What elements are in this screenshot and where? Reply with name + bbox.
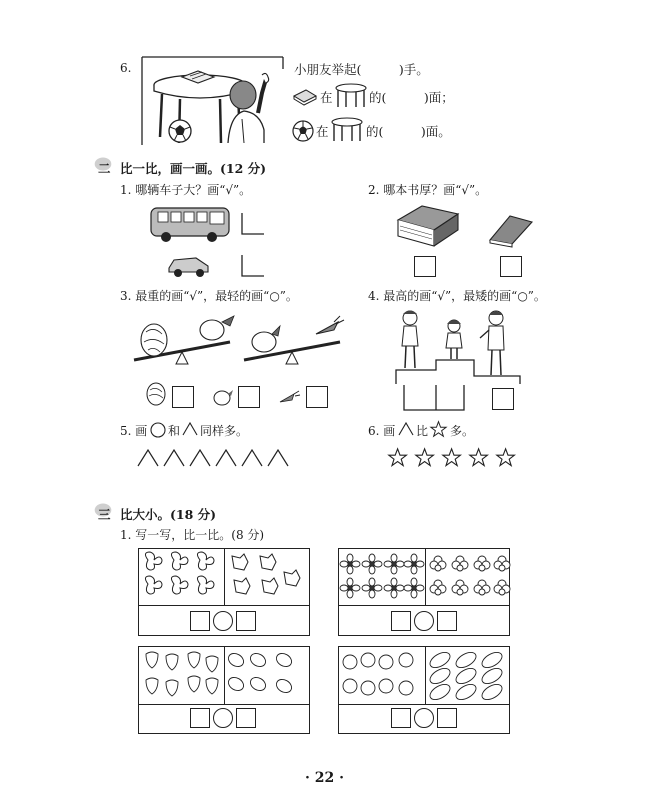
small-table-icon-2 — [330, 116, 364, 142]
thin-book-illustration — [488, 212, 534, 248]
q2-4-prompt: 4. 最高的画“√”，最矮的画“○”。 — [368, 289, 546, 303]
bus-illustration — [148, 204, 234, 244]
panel-1-left-box[interactable] — [190, 611, 210, 631]
thin-book-answer-box[interactable] — [500, 256, 522, 277]
cabbage-answer-box[interactable] — [172, 386, 194, 408]
apple-group — [340, 650, 424, 702]
panel-2-left-box[interactable] — [391, 611, 411, 631]
section-two-badge-label: 二 — [98, 161, 111, 176]
triangle-row — [136, 448, 296, 468]
q6-number: 6. — [120, 61, 132, 75]
carrot-icon — [278, 390, 300, 406]
q2-6-than: 比 — [416, 424, 429, 438]
carrot-answer-box[interactable] — [306, 386, 328, 408]
section-three-title: 比大小。(18 分) — [120, 507, 217, 522]
seesaw-illustration-2 — [240, 312, 350, 368]
small-table-icon — [334, 82, 368, 108]
seesaw-illustration-1 — [130, 312, 240, 368]
children-height-illustration — [392, 304, 522, 386]
q2-5-prefix: 5. 画 — [120, 424, 148, 438]
panel-4-left-box[interactable] — [391, 708, 411, 728]
triangle-3 — [190, 450, 210, 466]
panel-2-compare-circle[interactable] — [414, 611, 434, 631]
section-two-title: 比一比，画一画。(12 分) — [120, 161, 267, 176]
q2-3-prompt: 3. 最重的画“√”，最轻的画“○”。 — [120, 289, 298, 303]
star-row — [386, 446, 526, 468]
panel-4-right-box[interactable] — [437, 708, 457, 728]
star-4 — [470, 449, 488, 466]
q2-5-suffix: 同样多。 — [200, 424, 249, 438]
q2-2-prompt: 2. 哪本书厚？画“√”。 — [368, 183, 488, 197]
panel-1-compare-circle[interactable] — [213, 611, 233, 631]
kids-answer-bracket — [402, 384, 466, 412]
car-answer-mark — [240, 254, 266, 278]
apple-answer-box[interactable] — [238, 386, 260, 408]
panel-3-left-box[interactable] — [190, 708, 210, 728]
star-icon — [430, 421, 447, 437]
kid-3-answer-box[interactable] — [492, 388, 514, 410]
q2-1-prompt: 1. 哪辆车子大？画“√”。 — [120, 183, 252, 197]
triangle-2 — [164, 450, 184, 466]
bus-answer-mark — [240, 212, 266, 236]
soccer-ball-icon — [292, 120, 314, 142]
car-illustration — [166, 252, 212, 278]
panel-4-compare-circle[interactable] — [414, 708, 434, 728]
butterfly-group — [140, 550, 222, 604]
panel-1-right-box[interactable] — [236, 611, 256, 631]
section-three-badge-label: 三 — [98, 507, 111, 522]
strawberry-group — [142, 650, 222, 702]
q2-6-prefix: 6. 画 — [368, 424, 396, 438]
star-1 — [389, 449, 407, 466]
panel-3-right-box[interactable] — [236, 708, 256, 728]
table-scene-illustration — [140, 55, 285, 147]
q2-5-and: 和 — [168, 424, 181, 438]
circle-icon — [150, 422, 166, 438]
q3-1-prompt: 1. 写一写，比一比。(8 分) — [120, 528, 265, 542]
panel-3-compare-circle[interactable] — [213, 708, 233, 728]
triangle-icon — [182, 422, 198, 436]
star-2 — [416, 449, 434, 466]
beetle-group — [226, 550, 308, 604]
daisy-group — [340, 552, 424, 604]
star-3 — [443, 449, 461, 466]
cabbage-icon — [146, 382, 166, 406]
leaf-group — [426, 650, 510, 702]
q6-line3-prefix: 在 — [316, 124, 329, 139]
q6-raise-hand-text: 小朋友举起( )手。 — [294, 62, 429, 77]
q6-line3-answer: 的( )面。 — [366, 124, 451, 139]
seed-group — [226, 650, 306, 702]
clover-group — [426, 552, 510, 604]
apple-icon — [212, 388, 234, 406]
star-5 — [497, 449, 515, 466]
triangle-icon-2 — [398, 422, 414, 436]
q6-line2-answer: 的( )面； — [369, 90, 454, 105]
book-icon — [292, 88, 318, 106]
q2-6-suffix: 多。 — [450, 424, 475, 438]
thick-book-answer-box[interactable] — [414, 256, 436, 277]
page-number: · 22 · — [305, 770, 344, 786]
triangle-1 — [138, 450, 158, 466]
triangle-4 — [216, 450, 236, 466]
panel-2-right-box[interactable] — [437, 611, 457, 631]
thick-book-illustration — [394, 202, 462, 250]
triangle-6 — [268, 450, 288, 466]
q6-line2-prefix: 在 — [320, 90, 333, 105]
triangle-5 — [242, 450, 262, 466]
